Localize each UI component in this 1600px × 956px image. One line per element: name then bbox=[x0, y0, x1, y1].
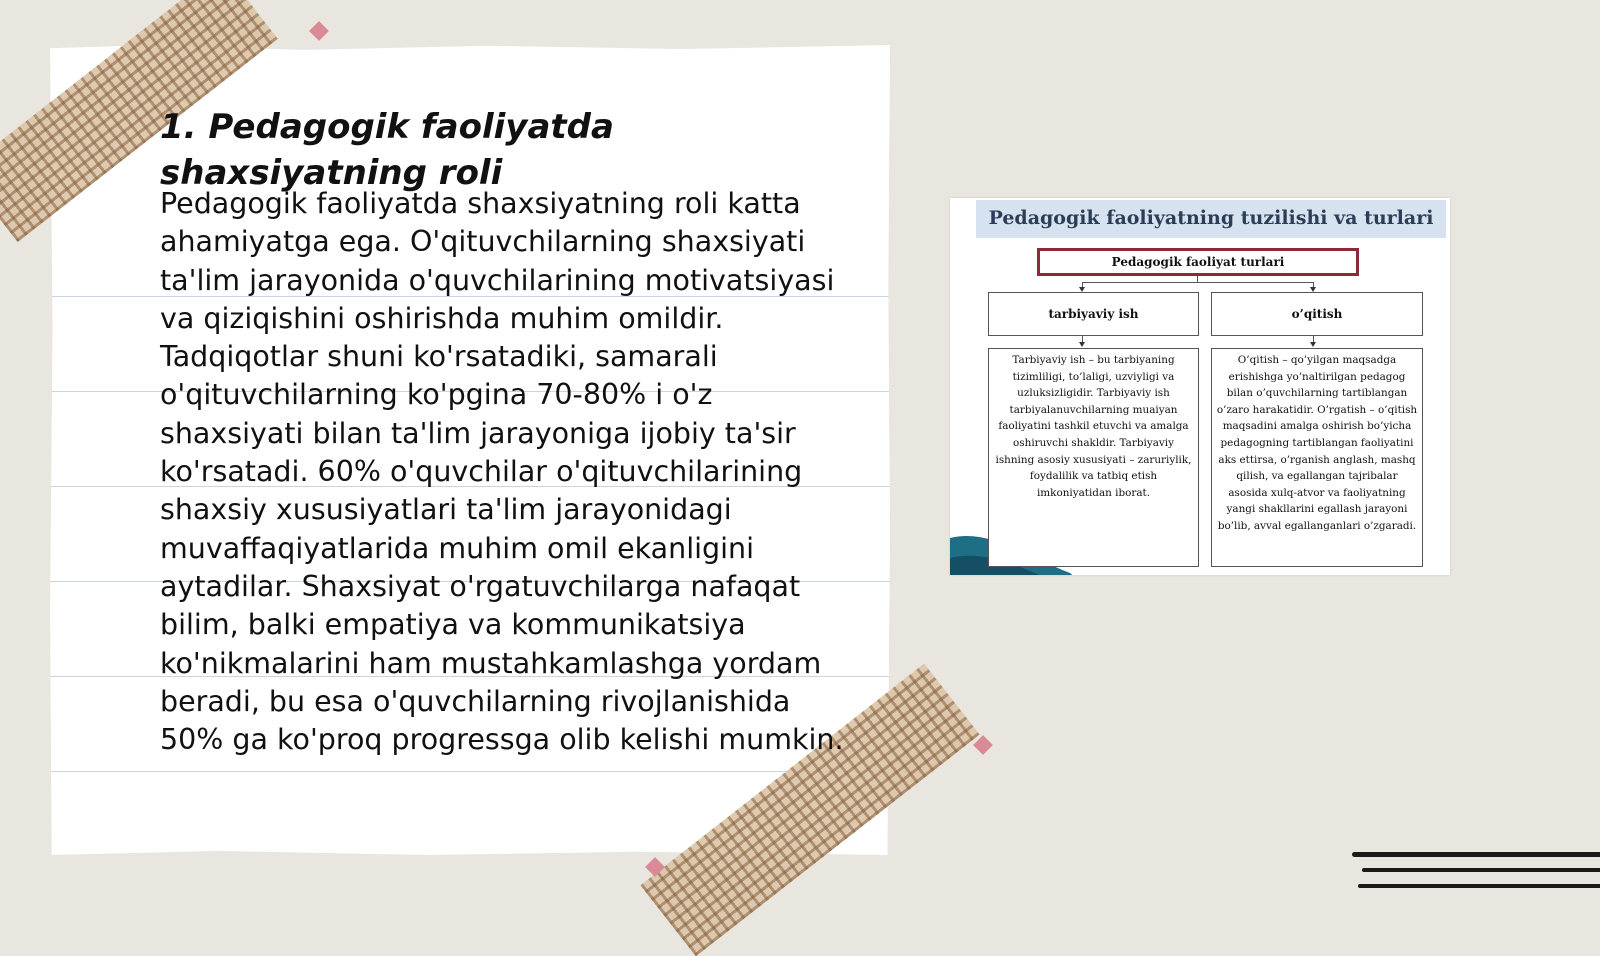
diagram-desc-oqitish: O’qitish – qo’yilgan maqsadga erishishga yo’naltirilgan pedagog bilan o’quvchilarning tartiblangan o’zaro harakatidir. O’rgatish – o’qitish maqsadini amalga oshirish bo’yicha pedagogning tartiblangan faoliyatini aks ettirsa, o’rganish anglash, mashq qilish, va egallangan tajribalar asosida xulq-atvor va faoliyatning yangi shakllarini egallash jarayoni bo’lib, avval egallanganlari o’zgaradi. bbox=[1211, 348, 1423, 567]
arrow-icon bbox=[1079, 342, 1085, 347]
brush-stroke-decoration bbox=[1352, 852, 1600, 857]
pin-decoration bbox=[309, 21, 329, 41]
arrow-icon bbox=[1310, 342, 1316, 347]
paper-rule-line bbox=[50, 771, 890, 772]
brush-stroke-decoration bbox=[1362, 868, 1600, 872]
figure-title: Pedagogik faoliyatning tuzilishi va turlari bbox=[988, 207, 1434, 229]
slide-body-text: Pedagogik faoliyatda shaxsiyatning roli katta ahamiyatga ega. O'qituvchilarning shaxsiyati ta'lim jarayonida o'quvchilarining motivatsiyasi va qiziqishini oshirishda muhim omildir. Tadqiqotlar shuni ko'rsatadiki, samarali o'qituvchilarning ko'pgina 70-80% i o'z shaxsiyati bilan ta'lim jarayoniga ijobiy ta'sir ko'rsatadi. 60% o'quvchilar o'qituvchilarining shaxsiy xususiyatlari ta'lim jarayonidagi muvaffaqiyatlarida muhim omil ekanligini aytadilar. Shaxsiyat o'rgatuvchilarga nafaqat bilim, balki empatiya va kommunikatsiya ko'nikmalarini ham mustahkamlashga yordam beradi, bu esa o'quvchilarning rivojlanishida 50% ga ko'proq progressga olib kelishi mumkin. bbox=[160, 187, 844, 757]
diagram-box-oqitish: o’qitish bbox=[1211, 292, 1423, 336]
connector-line bbox=[1082, 282, 1314, 283]
brush-stroke-decoration bbox=[1358, 884, 1600, 888]
diagram-desc-tarbiyaviy-ish: Tarbiyaviy ish – bu tarbiyaning tizimliligi, to’laligi, uzviyligi va uzluksizligidir. Tarbiyaviy ish tarbiyalanuvchilarning muaiyan faoliyatini tashkil etuvchi va amalga oshiruvchi shakldir. Tarbiyaviy ishning asosiy xususiyati – zaruriylik, foydalilik va tatbiq etish imkoniyatidan iborat. bbox=[988, 348, 1199, 567]
pin-decoration bbox=[973, 735, 993, 755]
diagram-figure bbox=[950, 198, 1450, 575]
slide-title: 1. Pedagogik faoliyatda shaxsiyatning roli bbox=[160, 107, 614, 193]
diagram-box-tarbiyaviy-ish: tarbiyaviy ish bbox=[988, 292, 1199, 336]
diagram-root-box: Pedagogik faoliyat turlari bbox=[1037, 248, 1359, 276]
